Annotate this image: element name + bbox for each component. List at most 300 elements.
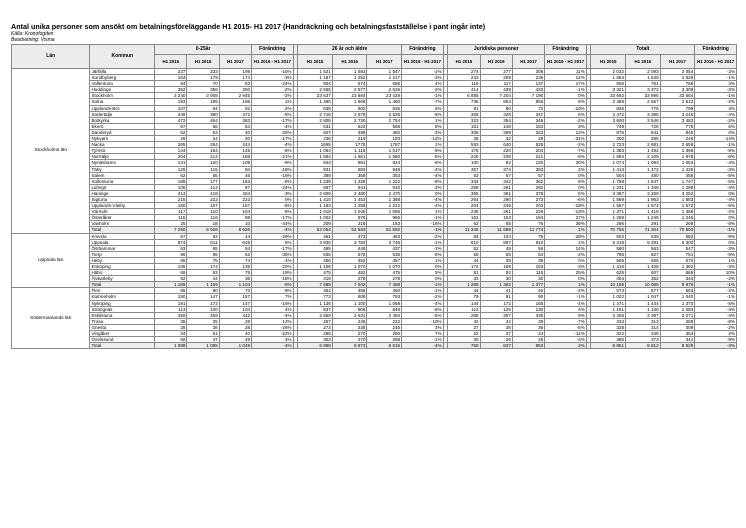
change-cell: -4%	[545, 300, 587, 306]
value-cell: 42	[480, 136, 512, 142]
value-cell: 296	[591, 221, 626, 227]
value-cell: 875	[591, 129, 626, 135]
change-cell: -4%	[695, 111, 737, 117]
value-cell: 2 718	[298, 111, 333, 117]
change-cell: -2%	[252, 87, 294, 93]
value-cell: 941	[332, 184, 367, 190]
value-cell: 1 074	[591, 160, 626, 166]
value-cell: 69	[155, 270, 187, 276]
value-cell: 1 245	[626, 215, 661, 221]
change-cell: -9%	[252, 160, 294, 166]
value-cell: 1 580	[367, 154, 402, 160]
value-cell: 120	[512, 160, 544, 166]
value-cell: 976	[332, 215, 367, 221]
value-cell: 786	[591, 251, 626, 257]
change-cell: 1%	[402, 257, 444, 263]
change-cell: -7%	[402, 99, 444, 105]
change-cell: -5%	[252, 111, 294, 117]
value-cell: 5 291	[626, 239, 661, 245]
kommun-cell: Stockholm	[90, 93, 155, 99]
value-cell: 36	[512, 324, 544, 330]
value-cell: 628	[512, 142, 544, 148]
value-cell: 33 896	[626, 93, 661, 99]
value-cell: 104	[219, 209, 251, 215]
value-cell: 174	[187, 264, 219, 270]
value-cell: 62	[448, 221, 480, 227]
change-cell: -31%	[545, 136, 587, 142]
value-cell: 881	[332, 160, 367, 166]
value-cell: 450	[367, 288, 402, 294]
kommun-cell: Tyresö	[90, 148, 155, 154]
value-cell: 3 397	[626, 312, 661, 318]
value-cell: 42	[448, 318, 480, 324]
value-cell: 1 383	[591, 148, 626, 154]
kommun-cell: Salem	[90, 172, 155, 178]
value-cell: 203	[512, 203, 544, 209]
value-cell: 219	[332, 136, 367, 142]
change-cell: -44%	[252, 221, 294, 227]
value-cell: 300	[591, 136, 626, 142]
value-cell: 1 222	[367, 178, 402, 184]
value-cell: 163	[219, 178, 251, 184]
change-cell: 0%	[402, 264, 444, 270]
value-cell: 383	[512, 166, 544, 172]
value-cell: 57	[480, 172, 512, 178]
change-cell: 0%	[402, 276, 444, 282]
change-cell: -17%	[252, 117, 294, 123]
value-cell: 53	[219, 81, 251, 87]
change-cell: 25%	[545, 270, 587, 276]
change-cell: -4%	[695, 312, 737, 318]
value-cell: 71 304	[626, 227, 661, 233]
value-cell: 1 883	[660, 196, 695, 202]
value-cell: 33 564	[660, 93, 695, 99]
change-cell: -4%	[402, 196, 444, 202]
value-cell: 2 723	[591, 142, 626, 148]
value-cell: 1 187	[298, 75, 333, 81]
change-cell: -2%	[252, 93, 294, 99]
value-cell: 354	[480, 117, 512, 123]
data-table	[11, 44, 737, 349]
value-cell: 57	[512, 172, 544, 178]
value-cell: 1 366	[660, 148, 695, 154]
change-cell: -3%	[252, 75, 294, 81]
value-cell: 56	[448, 251, 480, 257]
value-cell: 1 269	[591, 215, 626, 221]
value-cell: 87	[219, 184, 251, 190]
change-cell: -9%	[695, 337, 737, 343]
value-cell: 24	[187, 136, 219, 142]
value-cell: 33 662	[591, 93, 626, 99]
value-cell: 449	[332, 245, 367, 251]
value-cell: 7 689	[298, 282, 333, 288]
value-cell: 845	[660, 129, 695, 135]
change-cell: 2%	[545, 343, 587, 349]
value-cell: 104	[219, 306, 251, 312]
kommun-cell: Total	[90, 343, 155, 349]
value-cell: 246	[660, 136, 695, 142]
value-cell: 157	[219, 294, 251, 300]
value-cell: 2 659	[660, 142, 695, 148]
value-cell: 1 572	[660, 203, 695, 209]
value-cell: 80	[480, 105, 512, 111]
change-cell: 6%	[545, 178, 587, 184]
kommun-cell: Heby	[90, 257, 155, 263]
value-cell: 84	[448, 233, 480, 239]
kommun-cell: Järfälla	[90, 69, 155, 75]
value-cell: 26	[480, 337, 512, 343]
kommun-cell: Sundbyberg	[90, 75, 155, 81]
change-cell: -8%	[695, 318, 737, 324]
change-cell: -3%	[545, 264, 587, 270]
value-cell: 23 537	[298, 93, 333, 99]
value-cell: 1 346	[626, 184, 661, 190]
change-cell: -5%	[402, 154, 444, 160]
change-cell: -2%	[402, 233, 444, 239]
change-cell: 27%	[545, 215, 587, 221]
header-change: Förändring	[252, 45, 294, 55]
change-cell: 0%	[545, 257, 587, 263]
change-cell: -6%	[545, 154, 587, 160]
value-cell: 10	[219, 221, 251, 227]
value-cell: 273	[512, 196, 544, 202]
value-cell: 62	[155, 129, 187, 135]
value-cell: 910	[367, 184, 402, 190]
value-cell: 268	[367, 337, 402, 343]
value-cell: 372	[219, 111, 251, 117]
change-cell: -8%	[252, 178, 294, 184]
change-cell: -28%	[545, 233, 587, 239]
value-cell: 308	[448, 129, 480, 135]
change-cell: -1%	[402, 288, 444, 294]
value-cell: 6 885	[448, 93, 480, 99]
value-cell: 27	[448, 324, 480, 330]
change-cell: -4%	[252, 142, 294, 148]
value-cell: 3 387	[591, 190, 626, 196]
change-cell: -1%	[695, 93, 737, 99]
value-cell: 602	[591, 233, 626, 239]
change-cell: -6%	[695, 203, 737, 209]
value-cell: 244	[219, 142, 251, 148]
value-cell: 107	[155, 105, 187, 111]
value-cell: 158	[480, 264, 512, 270]
kommun-cell: Östhammar	[90, 245, 155, 251]
value-cell: 148	[480, 123, 512, 129]
value-cell: 53	[448, 172, 480, 178]
value-cell: 49	[219, 337, 251, 343]
value-cell: 222	[219, 196, 251, 202]
value-cell: 373	[626, 337, 661, 343]
value-cell: 147	[187, 294, 219, 300]
value-cell: 504	[591, 172, 626, 178]
value-cell: 1 083	[660, 306, 695, 312]
kommun-cell: Nykvarn	[90, 136, 155, 142]
value-cell: 10 065	[626, 282, 661, 288]
value-cell: 165	[512, 300, 544, 306]
value-cell: 180	[155, 203, 187, 209]
value-cell: 346	[512, 117, 544, 123]
value-cell: 221	[512, 154, 544, 160]
change-cell: -18%	[252, 276, 294, 282]
change-cell: -1%	[252, 257, 294, 263]
value-cell: 152	[448, 215, 480, 221]
value-cell: 1 674	[626, 203, 661, 209]
value-cell: 52	[448, 245, 480, 251]
value-cell: 3 483	[660, 117, 695, 123]
value-cell: 635	[367, 105, 402, 111]
value-cell: 456	[332, 288, 367, 294]
value-cell: 38	[480, 324, 512, 330]
change-cell: -1%	[402, 93, 444, 99]
change-cell: -1%	[402, 227, 444, 233]
value-cell: 92	[480, 160, 512, 166]
value-cell: 344	[660, 276, 695, 282]
value-cell: 269	[660, 221, 695, 227]
kommun-cell: Trosa	[90, 318, 155, 324]
value-cell: 46	[219, 172, 251, 178]
value-cell: 2 555	[298, 87, 333, 93]
change-cell: -2%	[695, 87, 737, 93]
value-cell: 1 410	[298, 196, 333, 202]
change-cell: -1%	[545, 87, 587, 93]
change-cell: -1%	[695, 142, 737, 148]
value-cell: 1 231	[591, 184, 626, 190]
value-cell: 1 070	[367, 264, 402, 270]
value-cell: 44	[219, 233, 251, 239]
value-cell: 215	[155, 196, 187, 202]
value-cell: 150	[155, 294, 187, 300]
kommun-cell: Total	[90, 227, 155, 233]
value-cell: 751	[660, 251, 695, 257]
value-cell: 55	[480, 251, 512, 257]
value-cell: 191	[155, 300, 187, 306]
value-cell: 809	[332, 294, 367, 300]
header-lan: Län	[12, 45, 90, 69]
change-cell: -8%	[402, 178, 444, 184]
value-cell: 1 053	[660, 160, 695, 166]
change-cell: 11%	[545, 69, 587, 75]
value-cell: 1 661	[332, 154, 367, 160]
change-cell: -3%	[695, 264, 737, 270]
change-cell: -1%	[695, 75, 737, 81]
change-cell: -4%	[252, 227, 294, 233]
change-cell: -1%	[695, 294, 737, 300]
change-cell: -25%	[252, 129, 294, 135]
change-cell: -9%	[252, 288, 294, 294]
value-cell: 278	[367, 276, 402, 282]
value-cell: 6 626	[219, 227, 251, 233]
value-cell: 1 212	[367, 203, 402, 209]
value-cell: 113	[155, 306, 187, 312]
value-cell: 113	[448, 306, 480, 312]
value-cell: 7 488	[367, 282, 402, 288]
value-cell: 84	[155, 81, 187, 87]
change-cell: -5%	[252, 209, 294, 215]
value-cell: 116	[187, 215, 219, 221]
value-cell: 115	[187, 166, 219, 172]
value-cell: 109	[219, 160, 251, 166]
value-cell: 335	[512, 312, 544, 318]
value-cell: 824	[367, 160, 402, 166]
value-cell: 368	[332, 172, 367, 178]
value-cell: 278	[332, 276, 367, 282]
value-cell: 1 564	[298, 154, 333, 160]
value-cell: 635	[367, 251, 402, 257]
value-cell: 361	[480, 190, 512, 196]
change-cell: -7%	[545, 318, 587, 324]
change-cell: -2%	[545, 251, 587, 257]
value-cell: 29	[512, 136, 544, 142]
value-cell: 154	[187, 148, 219, 154]
value-cell: 3 321	[591, 87, 626, 93]
value-cell: 277	[480, 69, 512, 75]
value-cell: 1 362	[660, 264, 695, 270]
value-cell: 1 547	[367, 69, 402, 75]
value-cell: 106	[155, 184, 187, 190]
value-cell: 47	[187, 337, 219, 343]
value-cell: 323	[512, 129, 544, 135]
value-cell: 117	[155, 209, 187, 215]
change-cell: -2%	[695, 276, 737, 282]
kommun-cell: Solna	[90, 99, 155, 105]
change-cell: 5%	[402, 105, 444, 111]
value-cell: 966	[367, 215, 402, 221]
value-cell: 54	[219, 123, 251, 129]
change-cell: -3%	[402, 245, 444, 251]
value-cell: 245	[367, 324, 402, 330]
value-cell: 2 054	[660, 69, 695, 75]
kommun-cell: Flen	[90, 288, 155, 294]
change-cell: -4%	[402, 300, 444, 306]
header-group-juridiska: Juridiska personer	[448, 45, 545, 55]
value-cell: 54	[512, 251, 544, 257]
value-cell: 350	[219, 87, 251, 93]
value-cell: 3 406	[591, 312, 626, 318]
value-cell: 258	[448, 184, 480, 190]
header-year: H1 2017	[219, 55, 251, 69]
value-cell: 357	[448, 166, 480, 172]
value-cell: 73	[219, 288, 251, 294]
change-cell: 0%	[402, 190, 444, 196]
value-cell: 625	[591, 270, 626, 276]
kommun-cell: Nacka	[90, 142, 155, 148]
value-cell: 1 064	[298, 148, 333, 154]
change-cell: -24%	[252, 184, 294, 190]
value-cell: 8 529	[660, 343, 695, 349]
value-cell: 177	[187, 178, 219, 184]
value-cell: 65	[155, 288, 187, 294]
change-cell: -26%	[252, 324, 294, 330]
value-cell: 442	[219, 312, 251, 318]
value-cell: 580	[591, 245, 626, 251]
value-cell: 222	[367, 318, 402, 324]
value-cell: 254	[187, 142, 219, 148]
value-cell: 639	[626, 233, 661, 239]
value-cell: 40	[219, 331, 251, 337]
value-cell: 75	[187, 257, 219, 263]
value-cell: 40	[219, 129, 251, 135]
header-year: H1 2016	[332, 55, 367, 69]
value-cell: 54	[219, 245, 251, 251]
value-cell: 40	[512, 288, 544, 294]
value-cell: 404	[219, 190, 251, 196]
header-year: H1 2015	[448, 55, 480, 69]
kommun-cell: Katrineholm	[90, 294, 155, 300]
value-cell: 799	[660, 105, 695, 111]
value-cell: 7 204	[480, 93, 512, 99]
value-cell: 1 252	[332, 75, 367, 81]
value-cell: 1 328	[332, 178, 367, 184]
value-cell: 1 386	[660, 209, 695, 215]
value-cell: 38	[187, 324, 219, 330]
value-cell: 736	[448, 99, 480, 105]
value-cell: 291	[480, 184, 512, 190]
change-cell: -3%	[252, 190, 294, 196]
value-cell: 23 684	[332, 93, 367, 99]
value-cell: 157	[219, 203, 251, 209]
value-cell: 319	[298, 276, 333, 282]
value-cell: 1 362	[480, 282, 512, 288]
value-cell: 226	[512, 209, 544, 215]
value-cell: 1 370	[660, 300, 695, 306]
value-cell: 472	[155, 117, 187, 123]
change-cell: -4%	[545, 337, 587, 343]
value-cell: 226	[448, 154, 480, 160]
value-cell: 2 681	[626, 142, 661, 148]
kommun-cell: Upplands-Väsby	[90, 203, 155, 209]
value-cell: 750	[448, 343, 480, 349]
change-cell: -20%	[252, 264, 294, 270]
kommun-cell: Täby	[90, 166, 155, 172]
value-cell: 237	[155, 69, 187, 75]
change-cell: -12%	[402, 136, 444, 142]
value-cell: 1 002	[591, 294, 626, 300]
value-cell: 449	[155, 111, 187, 117]
value-cell: 18	[187, 221, 219, 227]
change-cell: 6%	[695, 123, 737, 129]
value-cell: 145	[219, 148, 251, 154]
value-cell: 897	[480, 239, 512, 245]
change-cell: 7%	[402, 331, 444, 337]
change-cell: 17%	[545, 81, 587, 87]
change-cell: -3%	[695, 245, 737, 251]
change-cell: -4%	[252, 343, 294, 349]
value-cell: 473	[332, 233, 367, 239]
change-cell: -8%	[695, 148, 737, 154]
value-cell: 565	[591, 257, 626, 263]
value-cell: 1 095	[187, 343, 219, 349]
change-cell: 7%	[252, 294, 294, 300]
change-cell: 2%	[695, 331, 737, 337]
value-cell: 570	[660, 257, 695, 263]
change-cell: 1%	[402, 142, 444, 148]
kommun-cell: Ekerö	[90, 123, 155, 129]
value-cell: 593	[448, 142, 480, 148]
change-cell: 0%	[545, 93, 587, 99]
change-cell: 4%	[252, 306, 294, 312]
value-cell: 314	[626, 324, 661, 330]
value-cell: 2 567	[626, 99, 661, 105]
change-cell: -4%	[695, 306, 737, 312]
value-cell: 1778	[332, 142, 367, 148]
value-cell: 309	[660, 324, 695, 330]
value-cell: 35	[155, 318, 187, 324]
value-cell: 125	[480, 306, 512, 312]
table-header	[12, 45, 737, 69]
value-cell: 1 425	[660, 166, 695, 172]
header-year: H1 2017	[660, 55, 695, 69]
value-cell: 1 377	[512, 282, 544, 288]
